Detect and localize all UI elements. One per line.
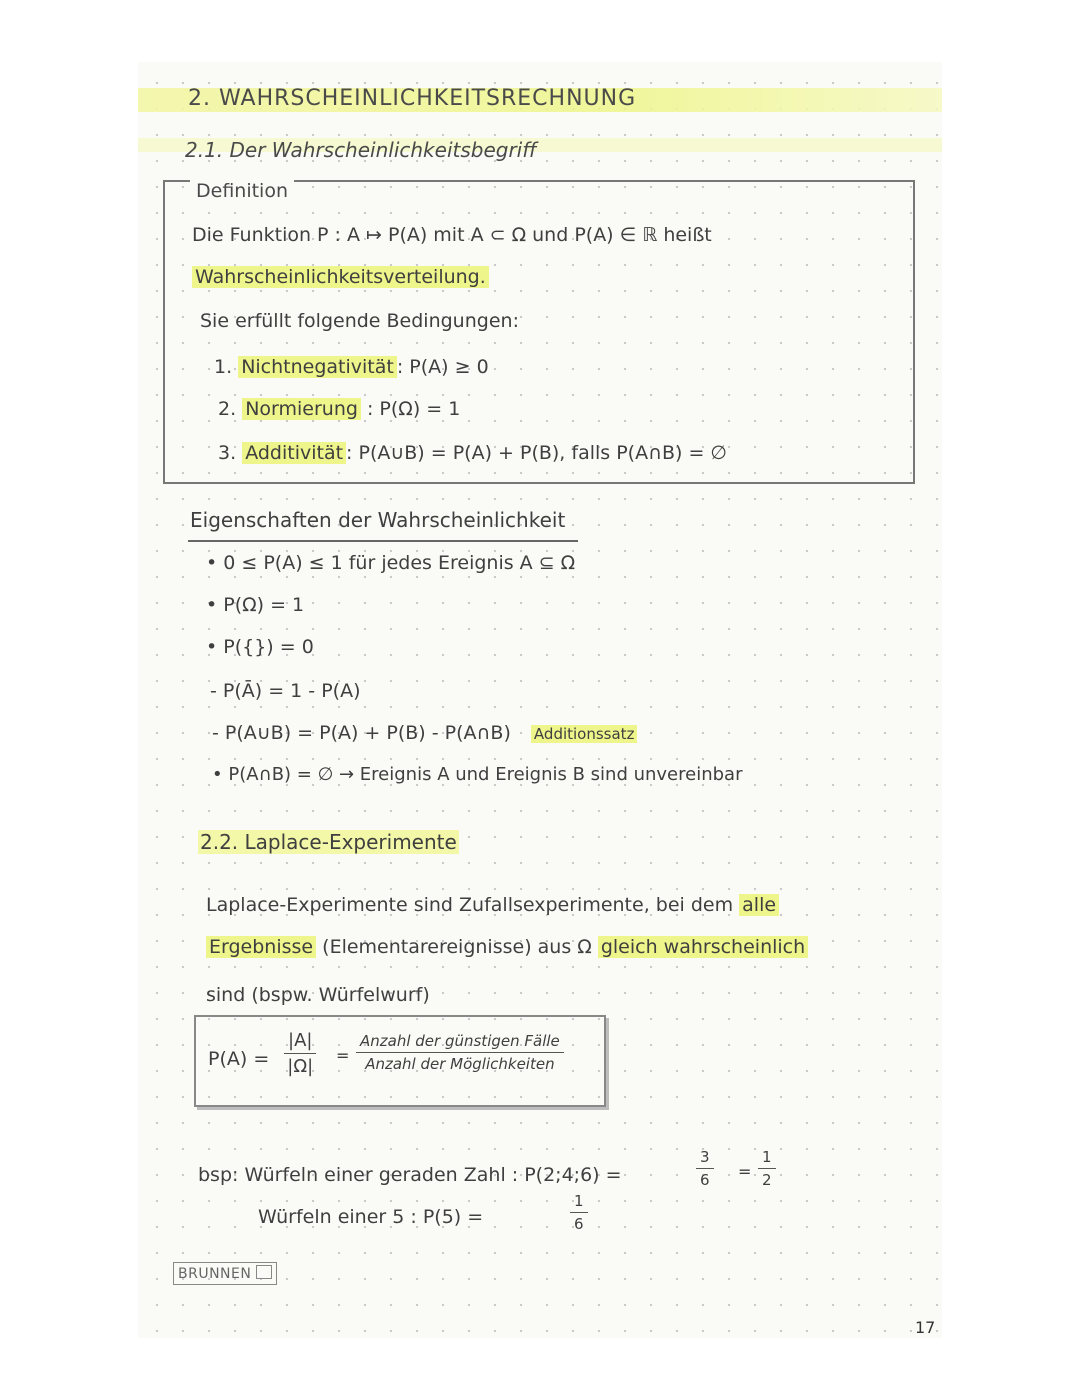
brunnen-logo-icon [256, 1265, 272, 1279]
example-1: bsp: Würfeln einer geraden Zahl : P(2;4;6) = [198, 1164, 622, 1186]
property-item: • P({}) = 0 [206, 636, 314, 658]
definition-label: Definition [190, 180, 294, 202]
definition-line-3: Sie erfüllt folgende Bedingungen: [200, 310, 519, 332]
property-item: • 0 ≤ P(A) ≤ 1 für jedes Ereignis A ⊆ Ω [206, 552, 576, 574]
example-1-equals: = [738, 1162, 752, 1181]
properties-title: Eigenschaften der Wahrscheinlichkeit [190, 508, 566, 532]
formula-equals: = [336, 1046, 350, 1065]
condition-2-name: Normierung [242, 398, 361, 420]
formula-fraction-sets: $\frac{|A|}{|\Omega|}$ [284, 1030, 316, 1077]
example-1-fraction-b: $\frac{1}{2}$ [758, 1148, 776, 1189]
condition-2: 2. Normierung : P(Ω) = 1 [218, 398, 461, 420]
formula-fraction-words: Anzahl der günstigen Fälle Anzahl der Möglichkeiten [356, 1032, 564, 1073]
property-item: - P(Ā) = 1 - P(A) [210, 680, 361, 702]
term-wahrscheinlichkeitsverteilung: Wahrscheinlichkeitsverteilung. [192, 266, 489, 288]
section-1-title: 2.1. Der Wahrscheinlichkeitsbegriff [185, 138, 537, 162]
laplace-text-line-3: sind (bspw. Würfelwurf) [206, 984, 430, 1006]
condition-3-name: Additivität [242, 442, 346, 464]
property-item: • P(Ω) = 1 [206, 594, 305, 616]
laplace-text-line-2: Ergebnisse (Elementarereignisse) aus Ω gleich wahrscheinlich [206, 936, 808, 958]
definition-line-1: Die Funktion P : A ↦ P(A) mit A ⊂ Ω und P(A) ∈ ℝ heißt [192, 224, 712, 246]
page-heading: 2. WAHRSCHEINLICHKEITSRECHNUNG [188, 86, 637, 111]
properties-underline [188, 540, 578, 542]
highlight-alle: alle [739, 894, 779, 916]
formula-lhs: P(A) = [208, 1048, 270, 1070]
condition-1: 1. Nichtnegativität : P(A) ≥ 0 [214, 356, 489, 378]
page-number: 17 [915, 1318, 936, 1337]
laplace-text-line-1: Laplace-Experimente sind Zufallsexperimente, bei dem alle [206, 894, 779, 916]
brand-logo: BRUNNEN [173, 1262, 277, 1285]
highlight-gleich-wahrscheinlich: gleich wahrscheinlich [598, 936, 808, 958]
example-2: Würfeln einer 5 : P(5) = [258, 1206, 484, 1228]
property-item: - P(A∪B) = P(A) + P(B) - P(A∩B) Additionssatz [212, 722, 637, 744]
example-2-fraction: $\frac{1}{6}$ [570, 1192, 588, 1233]
highlight-ergebnisse: Ergebnisse [206, 936, 316, 958]
property-item: • P(A∩B) = ∅ → Ereignis A und Ereignis B sind unvereinbar [212, 764, 743, 785]
definition-line-2 [192, 266, 489, 288]
additionssatz-label: Additionssatz [531, 725, 638, 743]
section-2-title: 2.2. Laplace-Experimente [200, 830, 457, 854]
example-1-fraction-a: $\frac{3}{6}$ [696, 1148, 714, 1189]
condition-1-name: Nichtnegativität [238, 356, 397, 378]
condition-3: 3. Additivität : P(A∪B) = P(A) + P(B), falls P(A∩B) = ∅ [218, 442, 727, 464]
